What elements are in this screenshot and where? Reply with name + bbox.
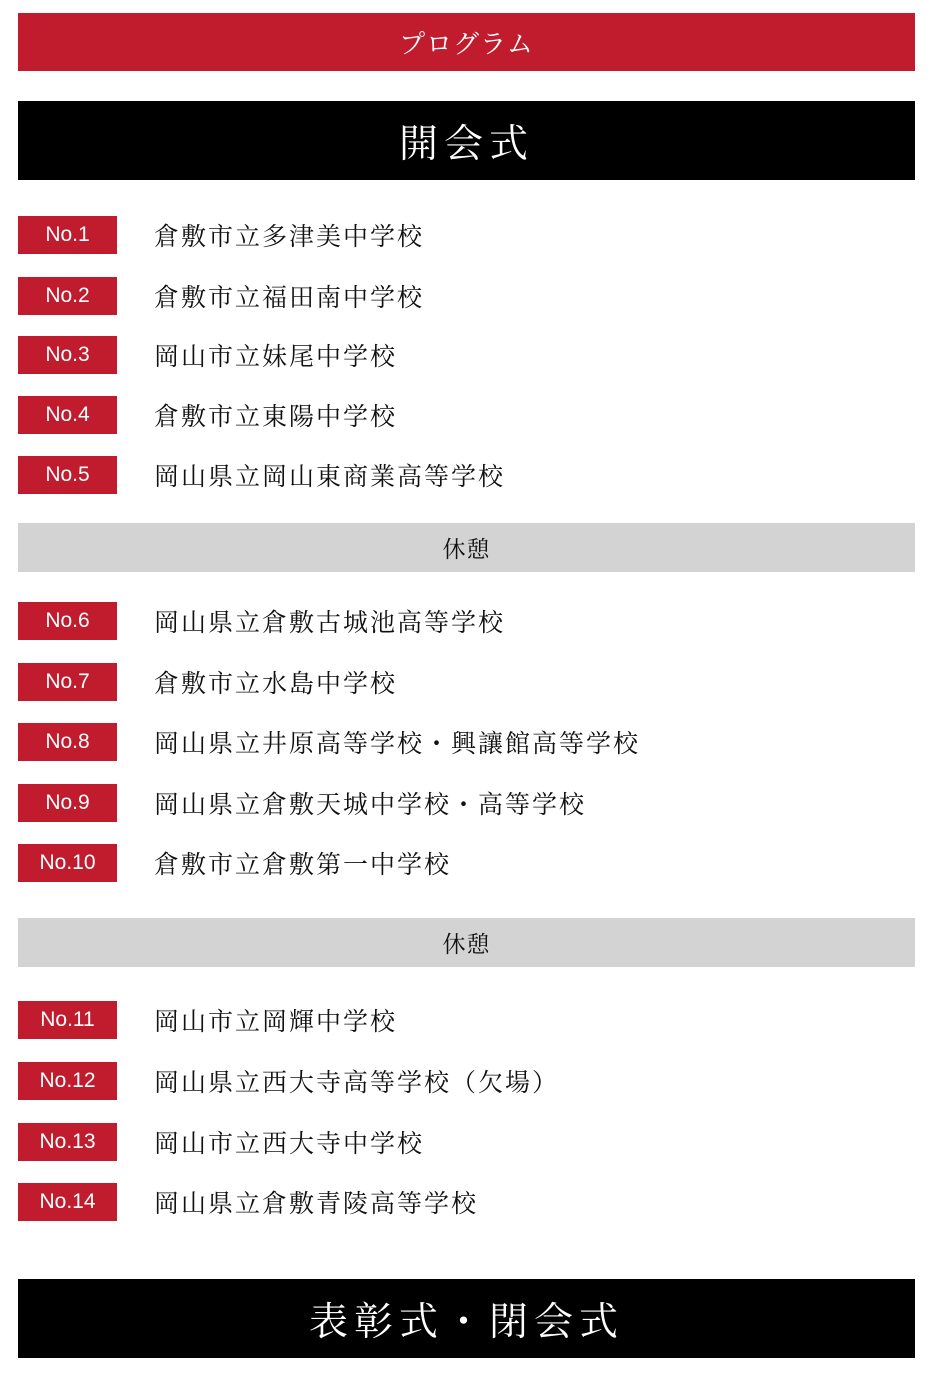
- school-name: 岡山県立倉敷青陵高等学校: [154, 1189, 479, 1218]
- list-item: [18, 1123, 918, 1161]
- break-label: 休憩: [442, 537, 491, 563]
- list-item: [18, 1001, 918, 1039]
- entry-number-badge: No.10: [18, 844, 117, 882]
- entry-number-badge: No.7: [18, 663, 117, 701]
- school-name: 岡山県立西大寺高等学校（欠場）: [154, 1068, 560, 1097]
- list-item: [18, 844, 918, 882]
- list-item: [18, 216, 918, 254]
- entry-number-badge: No.5: [18, 456, 117, 494]
- entry-number-badge: No.11: [18, 1001, 117, 1039]
- entry-number-badge: No.9: [18, 784, 117, 822]
- list-item: [18, 456, 918, 494]
- entry-number-badge: No.3: [18, 336, 117, 374]
- list-item: [18, 396, 918, 434]
- break-label: 休憩: [442, 932, 491, 958]
- entry-number-badge: No.14: [18, 1183, 117, 1221]
- school-name: 岡山市立岡輝中学校: [154, 1007, 398, 1036]
- school-name: 倉敷市立倉敷第一中学校: [154, 850, 452, 879]
- opening-ceremony-banner: [18, 101, 915, 180]
- list-item: [18, 1062, 918, 1100]
- entry-number-badge: No.2: [18, 277, 117, 315]
- program-header: [18, 13, 915, 71]
- entry-number-badge: No.4: [18, 396, 117, 434]
- entry-number-badge: No.1: [18, 216, 117, 254]
- school-name: 岡山県立倉敷古城池高等学校: [154, 608, 506, 637]
- list-item: [18, 723, 918, 761]
- entry-number-badge: No.6: [18, 602, 117, 640]
- school-name: 倉敷市立多津美中学校: [154, 222, 425, 251]
- list-item: [18, 277, 918, 315]
- closing-ceremony-title: 表彰式・閉会式: [308, 1299, 624, 1345]
- school-name: 倉敷市立水島中学校: [154, 669, 398, 698]
- closing-ceremony-banner: [18, 1279, 915, 1358]
- school-name: 倉敷市立福田南中学校: [154, 283, 425, 312]
- list-item: [18, 663, 918, 701]
- break-banner: [18, 523, 915, 572]
- school-name: 岡山市立妹尾中学校: [154, 342, 398, 371]
- school-name: 岡山県立倉敷天城中学校・高等学校: [154, 790, 587, 819]
- list-item: [18, 602, 918, 640]
- list-item: [18, 1183, 918, 1221]
- entry-number-badge: No.8: [18, 723, 117, 761]
- break-banner: [18, 918, 915, 967]
- list-item: [18, 336, 918, 374]
- list-item: [18, 784, 918, 822]
- school-name: 岡山市立西大寺中学校: [154, 1129, 425, 1158]
- entry-number-badge: No.12: [18, 1062, 117, 1100]
- school-name: 岡山県立岡山東商業高等学校: [154, 462, 506, 491]
- program-title: プログラム: [399, 29, 534, 60]
- school-name: 岡山県立井原高等学校・興讓館高等学校: [154, 729, 641, 758]
- entry-number-badge: No.13: [18, 1123, 117, 1161]
- school-name: 倉敷市立東陽中学校: [154, 402, 398, 431]
- opening-ceremony-title: 開会式: [398, 121, 534, 167]
